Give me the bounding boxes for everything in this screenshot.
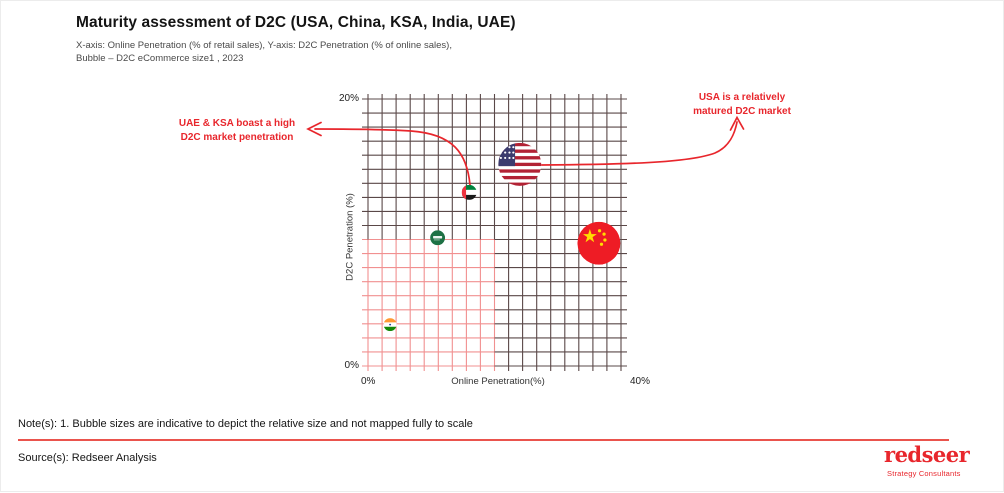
china-flag-icon (577, 222, 620, 265)
annotation-uae-ksa-line1: UAE & KSA boast a high (178, 118, 296, 129)
bubble-usa (498, 143, 541, 186)
annotation-uae-ksa-line2: D2C market penetration (180, 131, 294, 143)
uae-flag-icon (462, 185, 477, 200)
bubble-india (384, 318, 397, 331)
bubble-uae (462, 185, 477, 200)
x-axis-max-tick: 40% (630, 376, 651, 387)
subtitle-line-1: X-axis: Online Penetration (% of retail sales), Y-axis: D2C Penetration (% of online sales), (76, 40, 452, 51)
y-axis-min-tick: 0% (344, 360, 359, 371)
source-text: Source(s): Redseer Analysis (18, 452, 157, 464)
bubble-ksa (430, 230, 445, 245)
y-axis-label: D2C Penetration (%) (344, 193, 356, 281)
redseer-logo: redseer (884, 442, 970, 467)
arrow-to-uae-annotation (308, 123, 470, 186)
page-title: Maturity assessment of D2C (USA, China, KSA, India, UAE) (76, 14, 516, 31)
subtitle-line-2: Bubble – D2C eCommerce size1 , 2023 (76, 53, 244, 64)
annotation-usa-line1: USA is a relatively (698, 92, 786, 103)
india-flag-icon (384, 318, 397, 331)
x-axis-min-tick: 0% (361, 376, 376, 387)
x-axis-label: Online Penetration(%) (451, 376, 545, 387)
annotation-uae-ksa (175, 117, 299, 144)
note-text: Note(s): 1. Bubble sizes are indicative to depict the relative size and not mapped fully to scale (18, 418, 473, 430)
grid-red-lines (362, 240, 495, 372)
y-axis-max-tick: 20% (338, 93, 359, 104)
usa-flag-icon (498, 143, 541, 186)
bubbles-layer (384, 143, 621, 331)
ksa-flag-icon (430, 230, 445, 245)
footer-divider (18, 439, 949, 441)
annotation-usa-line2: matured D2C market (693, 105, 791, 117)
bubble-china (577, 222, 620, 265)
redseer-logo-tagline: Strategy Consultants (887, 469, 961, 478)
annotation-usa (683, 91, 801, 118)
